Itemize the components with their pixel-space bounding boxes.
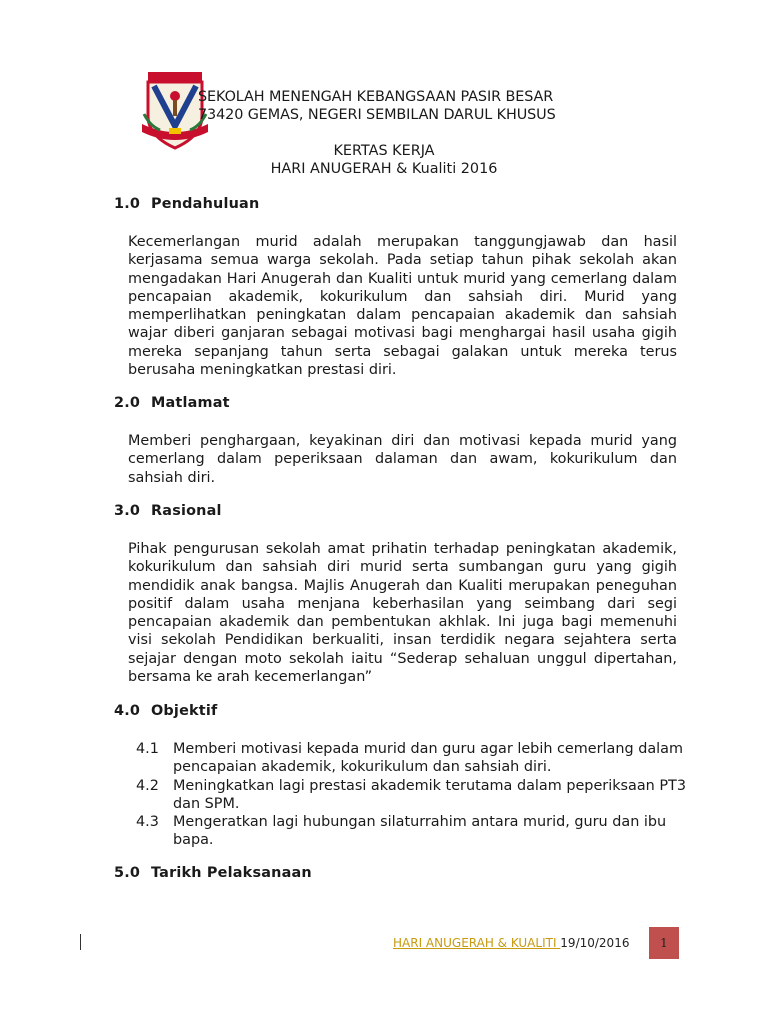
section-title: Rasional: [151, 503, 222, 519]
footer-date: 19/10/2016: [560, 936, 630, 950]
section-number: 3.0: [114, 503, 141, 519]
section-title: Matlamat: [151, 395, 230, 411]
footer-title: HARI ANUGERAH & KUALITI: [393, 936, 561, 950]
school-header: [198, 88, 556, 124]
section-title: Pendahuluan: [151, 196, 260, 212]
school-name: SEKOLAH MENENGAH KEBANGSAAN PASIR BESAR: [198, 89, 554, 105]
section-heading-pendahuluan: [114, 196, 259, 212]
section-heading-objektif: [114, 703, 217, 719]
list-item-text: Memberi motivasi kepada murid dan guru agar lebih cemerlang dalam pencapaian akademik, kokurikulum dan sahsiah diri.: [173, 741, 683, 776]
section-number: 5.0: [114, 865, 141, 881]
section-body-rasional: Pihak pengurusan sekolah amat prihatin terhadap peningkatan akademik, kokurikulum dan sahsiah diri murid serta sumbangan guru yang gigih mendidik anak bangsa. Majlis Anugerah dan Kualiti merupakan peneguhan positif dalam usaha menjana keberhasilan yang seimbang dari segi pencapaian akademik dan pembentukan akhlak. Ini juga bagi memenuhi visi sekolah Pendidikan berkualiti, insan terdidik negara sejahtera serta sejajar dengan moto sekolah iaitu “Sederap sehaluan unggul dipertahan, bersama ke arah kecemerlangan”: [128, 541, 677, 686]
section-heading-matlamat: [114, 395, 230, 411]
school-address: 73420 GEMAS, NEGERI SEMBILAN DARUL KHUSUS: [198, 107, 556, 123]
list-item: [128, 740, 688, 777]
list-item-number: 4.1: [136, 741, 159, 757]
section-number: 2.0: [114, 395, 141, 411]
footer-running-title: [393, 935, 629, 951]
list-item-text: Mengeratkan lagi hubungan silaturrahim antara murid, guru dan ibu bapa.: [173, 814, 667, 849]
objective-list: [128, 740, 688, 850]
list-item-text: Meningkatkan lagi prestasi akademik terutama dalam peperiksaan PT3 dan SPM.: [173, 777, 686, 812]
title-line-2: HARI ANUGERAH & Kualiti 2016: [270, 161, 498, 177]
section-body-pendahuluan: Kecemerlangan murid adalah merupakan tanggungjawab dan hasil kerjasama semua warga sekolah. Pada setiap tahun pihak sekolah akan mengadakan Hari Anugerah dan Kualiti untuk murid yang cemerlang dalam pencapaian akademik, kokurikulum dan sahsiah diri. Murid yang memperlihatkan peningkatan dalam pencapaian akademik dan sahsiah wajar diberi ganjaran sebagai motivasi bagi menghargai hasil usaha gigih mereka sepanjang tahun serta sebagai galakan untuk mereka terus berusaha meningkatkan prestasi diri.: [128, 234, 677, 379]
footer-divider: [80, 934, 81, 950]
document-title: [0, 142, 768, 178]
section-heading-rasional: [114, 503, 222, 519]
list-item: [128, 777, 688, 814]
section-body-matlamat: Memberi penghargaan, keyakinan diri dan motivasi kepada murid yang cemerlang dalam peperiksaan dalaman dan awam, kokurikulum dan sahsiah diri.: [128, 433, 677, 486]
title-line-1: KERTAS KERJA: [333, 143, 435, 159]
list-item-number: 4.3: [136, 814, 159, 831]
page-number-badge: 1: [649, 927, 679, 959]
section-number: 4.0: [114, 703, 141, 719]
section-title: Tarikh Pelaksanaan: [151, 865, 312, 881]
list-item: [128, 813, 688, 850]
section-title: Objektif: [151, 703, 218, 719]
list-item-number: 4.2: [136, 777, 159, 794]
section-heading-tarikh: [114, 865, 312, 881]
section-number: 1.0: [114, 196, 141, 212]
